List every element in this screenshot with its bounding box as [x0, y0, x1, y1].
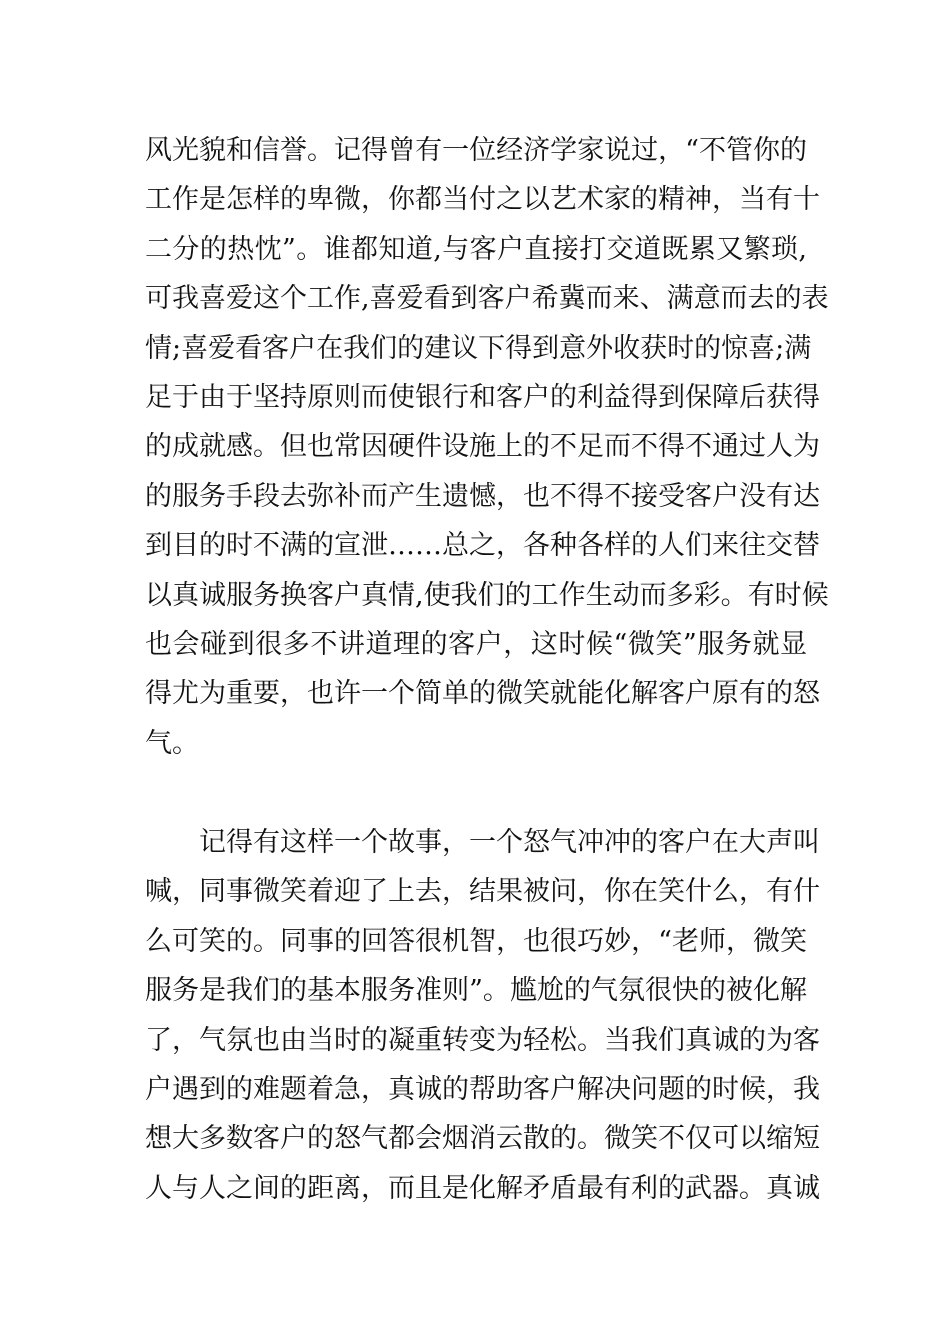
paragraph-line: 户遇到的难题着急，真诚的帮助客户解决问题的时候，我 — [145, 1073, 820, 1105]
paragraph-line: 喊，同事微笑着迎了上去，结果被问，你在笑什么，有什 — [145, 876, 820, 908]
paragraph-line: 么可笑的。同事的回答很机智，也很巧妙，“老师，微笑 — [145, 925, 807, 957]
paragraph-line: 了，气氛也由当时的凝重转变为轻松。当我们真诚的为客 — [145, 1024, 820, 1056]
paragraph-line: 可我喜爱这个工作,喜爱看到客户希冀而来、满意而去的表 — [145, 283, 829, 315]
paragraph-line: 记得有这样一个故事，一个怒气冲冲的客户在大声叫 — [199, 827, 820, 858]
paragraph-line: 到目的时不满的宣泄……总之，各种各样的人们来往交替 — [145, 530, 820, 562]
paragraph-line: 想大多数客户的怒气都会烟消云散的。微笑不仅可以缩短 — [145, 1123, 820, 1155]
paragraph-line: 工作是怎样的卑微，你都当付之以艺术家的精神，当有十 — [145, 184, 820, 216]
paragraph-line: 的成就感。但也常因硬件设施上的不足而不得不通过人为 — [145, 431, 820, 463]
paragraph-line: 二分的热忱”。谁都知道,与客户直接打交道既累又繁琐, — [145, 233, 807, 265]
paragraph-2 — [145, 818, 820, 1213]
paragraph-line: 服务是我们的基本服务准则”。尴尬的气氛很快的被化解 — [145, 975, 807, 1007]
paragraph-line: 情;喜爱看客户在我们的建议下得到意外收获时的惊喜;满 — [145, 332, 812, 364]
paragraph-line: 人与人之间的距离，而且是化解矛盾最有利的武器。真诚 — [145, 1172, 820, 1204]
paragraph-line: 风光貌和信誉。记得曾有一位经济学家说过，“不管你的 — [145, 135, 807, 166]
paragraph-line: 足于由于坚持原则而使银行和客户的利益得到保障后获得 — [145, 381, 820, 413]
paragraph-line: 得尤为重要，也许一个简单的微笑就能化解客户原有的怒 — [145, 678, 820, 710]
paragraph-1 — [145, 126, 829, 768]
paragraph-line: 的服务手段去弥补而产生遗憾，也不得不接受客户没有达 — [145, 480, 820, 512]
paragraph-line: 以真诚服务换客户真情,使我们的工作生动而多彩。有时候 — [145, 579, 829, 611]
paragraph-line: 也会碰到很多不讲道理的客户，这时候“微笑”服务就显 — [145, 628, 807, 660]
paragraph-line: 气。 — [145, 727, 199, 759]
